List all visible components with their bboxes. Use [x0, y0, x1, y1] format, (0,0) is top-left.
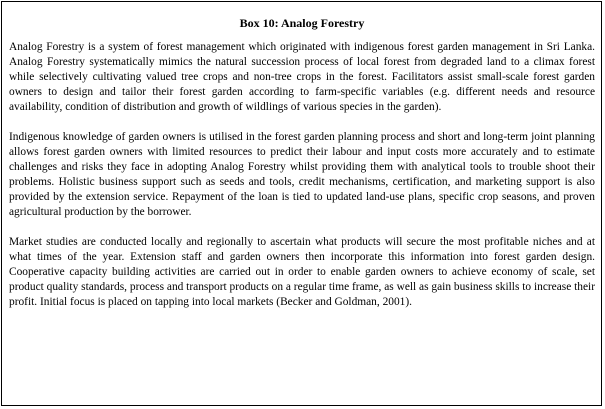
box-title: Box 10: Analog Forestry — [239, 16, 365, 30]
text-box — [1, 1, 602, 406]
paragraph-2: Indigenous knowledge of garden owners is utilised in the forest garden planning process and short and long-term joint planning allows forest garden owners with limited resources to predict their labour and input costs more accurately and to estimate challenges and risks they face in adopting Analog Forestry whilst providing them with analytical tools to trouble shoot their problems. Holistic business support such as seeds and tools, credit mechanisms, certification, and marketing support is also provided by the extension service. Repayment of the loan is tied to updated land-use plans, specific crop seasons, and proven agricultural production by the borrower. — [9, 131, 595, 218]
paragraph-3: Market studies are conducted locally and regionally to ascertain what products will secure the most profitable niches and at what times of the year. Extension staff and garden owners then incorporate this information into forest garden design. Cooperative capacity building activities are carried out in order to enable garden owners to achieve economy of scale, set product quality standards, process and transport products on a regular time frame, as well as gain business skills to increase their profit. Initial focus is placed on tapping into local markets (Becker and Goldman, 2001). — [9, 236, 595, 308]
paragraph-1: Analog Forestry is a system of forest management which originated with indigenous forest garden management in Sri Lanka. Analog Forestry systematically mimics the natural succession process of local forest from degraded land to a climax forest while selectively cultivating valued tree crops and non-tree crops in the forest. Facilitators assist small-scale forest garden owners to design and tailor their forest garden according to farm-specific variables (e.g. different needs and resource availability, condition of distribution and growth of wildlings of various species in the garden). — [9, 41, 595, 113]
